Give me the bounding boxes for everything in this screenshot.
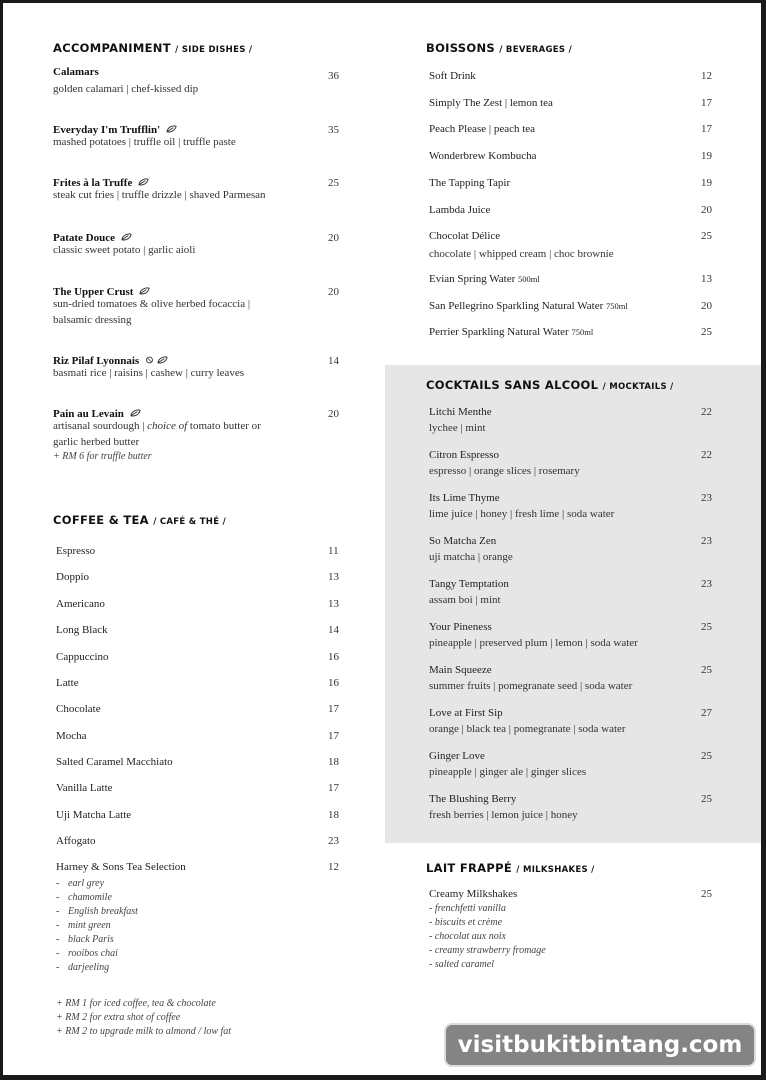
menu-item-desc: uji matcha | orange [429,551,513,563]
flavour-item: - chocolat aux noix [429,931,506,942]
menu-item-desc-line2: balsamic dressing [53,314,132,326]
flavour-item: - creamy strawberry fromage [429,945,546,956]
menu-item-name: Wonderbrew Kombucha [429,150,537,162]
menu-item-price: 13 [328,598,339,610]
menu-item-price: 22 [701,449,712,461]
menu-item-name: Doppio [56,571,89,583]
menu-item-desc: fresh berries | lemon juice | honey [429,809,578,821]
leaf-icon [130,409,141,417]
menu-item-price: 17 [328,782,339,794]
milkshake-flavours [429,902,546,972]
menu-item-price: 20 [701,300,712,312]
menu-item-price: 25 [701,621,712,633]
menu-item-price: 22 [701,406,712,418]
section-subtitle: / MILKSHAKES / [516,865,595,875]
menu-item-name: The Tapping Tapir [429,177,511,189]
menu-item-name: Americano [56,598,105,610]
menu-item-note: + RM 6 for truffle butter [53,451,152,462]
menu-item-desc: pineapple | ginger ale | ginger slices [429,766,587,778]
menu-item-name: Affogato [56,835,96,847]
coffee-note: + RM 2 to upgrade milk to almond / low fat [56,1026,232,1037]
menu-item-price: 14 [328,624,339,636]
item-name-text: San Pellegrino Sparkling Natural Water [429,300,604,312]
coffee-notes [56,997,231,1039]
flavour-item: - salted caramel [429,959,494,970]
tea-item: - mint green [56,919,138,933]
menu-item-desc: classic sweet potato | garlic aioli [53,244,196,256]
menu-item-price: 25 [701,750,712,762]
menu-item-price: 13 [701,273,712,285]
menu-item-name: Main Squeeze [429,664,492,676]
leaf-icon [138,178,149,186]
menu-item-price: 19 [701,150,712,162]
desc-italic-part: choice of [147,420,188,432]
menu-item-name: Salted Caramel Macchiato [56,756,173,768]
menu-item-price: 35 [328,124,339,136]
menu-item-desc-line2: garlic herbed butter [53,436,140,448]
menu-item-name: Its Lime Thyme [429,492,500,504]
volume-label: 750ml [571,327,594,337]
section-subtitle: / CAFÉ & THÉ / [153,517,226,527]
menu-item-name: Riz Pilaf Lyonnais [53,355,140,367]
menu-item-price: 25 [701,326,712,338]
menu-item-desc: lychee | mint [429,422,486,434]
coffee-note: + RM 2 for extra shot of coffee [56,1012,181,1023]
menu-item-desc [53,418,261,434]
menu-item-name: Espresso [56,545,96,557]
menu-item-price: 25 [701,888,712,900]
menu-item-name [429,326,593,338]
accompaniment-title [53,41,252,55]
menu-item-price: 16 [328,677,339,689]
menu-item-name: Uji Matcha Latte [56,809,132,821]
menu-item-name: Latte [56,677,79,689]
flavour-item: - frenchfetti vanilla [429,903,506,914]
volume-label: 500ml [518,274,540,284]
menu-item-desc: mashed potatoes | truffle oil | truffle paste [53,136,236,148]
tea-item: - black Paris [56,933,138,947]
menu-item-price: 23 [328,835,339,847]
section-subtitle: / BEVERAGES / [499,45,572,55]
tea-selection-list [56,877,138,975]
menu-item-name: Litchi Menthe [429,406,492,418]
menu-item-name: Your Pineness [429,621,492,633]
section-subtitle: / MOCKTAILS / [602,382,674,392]
menu-item-price: 20 [328,232,339,244]
coffee-tea-title [53,513,226,527]
menu-item-name: Long Black [56,624,108,636]
desc-part: tomato butter or [187,420,261,432]
menu-item-name [429,300,628,312]
menu-item-price: 17 [701,97,712,109]
menu-item-name: Chocolate [56,703,101,715]
section-title-text: BOISSONS [426,41,495,55]
coffee-note: + RM 1 for iced coffee, tea & chocolate [56,998,216,1009]
cocktails-title [426,378,674,392]
watermark-text: visitbukitbintang.com [457,1032,743,1058]
section-subtitle: / SIDE DISHES / [175,45,253,55]
volume-label: 750ml [606,301,628,311]
menu-item-name: Everyday I'm Trufflin' [53,124,161,136]
section-title-text: COCKTAILS SANS ALCOOL [426,378,599,392]
desc-part: artisanal sourdough | [53,420,148,432]
menu-item-name: The Blushing Berry [429,793,517,805]
leaf-icon [121,233,132,241]
menu-item-desc: orange | black tea | pomegranate | soda water [429,723,626,735]
menu-item-name: Vanilla Latte [56,782,113,794]
menu-item-name: Mocha [56,730,87,742]
menu-item-name: Harney & Sons Tea Selection [56,861,186,873]
menu-item-name: Frites à la Truffe [53,177,133,189]
tea-item: - chamomile [56,891,138,905]
menu-item-desc: lime juice | honey | fresh lime | soda water [429,508,615,520]
menu-item-price: 23 [701,578,712,590]
flavour-item: - biscuits et crème [429,917,503,928]
menu-item-price: 19 [701,177,712,189]
menu-item-price: 25 [701,230,712,242]
menu-item-desc: chocolate | whipped cream | choc brownie [429,248,614,260]
menu-item-name [429,273,540,285]
tea-item: - rooibos chai [56,947,138,961]
menu-item-name: Citron Espresso [429,449,499,461]
menu-item-name: Lambda Juice [429,204,491,216]
item-name-text: Perrier Sparkling Natural Water [429,326,569,338]
menu-item-desc: pineapple | preserved plum | lemon | soda water [429,637,638,649]
menu-page [3,3,761,1075]
menu-item-price: 12 [701,70,712,82]
menu-item-desc: steak cut fries | truffle drizzle | shaved Parmesan [53,189,266,201]
menu-item-price: 36 [328,70,339,82]
menu-item-name: Tangy Temptation [429,578,509,590]
menu-item-price: 17 [701,123,712,135]
tea-item: - English breakfast [56,905,138,919]
menu-item-name: Peach Please | peach tea [429,123,536,135]
menu-item-price: 17 [328,703,339,715]
menu-item-price: 20 [328,408,339,420]
menu-item-price: 25 [328,177,339,189]
menu-item-name: The Upper Crust [53,286,134,298]
menu-item-price: 18 [328,809,339,821]
menu-item-price: 23 [701,535,712,547]
menu-item-name: Simply The Zest | lemon tea [429,97,553,109]
menu-item-price: 18 [328,756,339,768]
tea-item: - darjeeling [56,961,138,975]
section-title-text: ACCOMPANIMENT [53,41,171,55]
section-title-text: COFFEE & TEA [53,513,149,527]
item-name-text: Evian Spring Water [429,273,516,285]
menu-item-price: 17 [328,730,339,742]
leaf-icon [139,287,150,295]
menu-item-name: So Matcha Zen [429,535,497,547]
menu-item-price: 25 [701,793,712,805]
milkshakes-title [426,861,595,875]
menu-item-name: Patate Douce [53,232,116,244]
menu-item-name: Chocolat Délice [429,230,501,242]
menu-item-price: 23 [701,492,712,504]
menu-item-price: 20 [328,286,339,298]
menu-item-desc: assam boi | mint [429,594,501,606]
tea-item: - earl grey [56,877,138,891]
leaf-icon [157,356,168,364]
menu-item-price: 11 [328,545,339,557]
watermark-badge [444,1023,756,1067]
menu-item-price: 20 [701,204,712,216]
menu-item-name: Pain au Levain [53,408,124,420]
menu-item-price: 16 [328,651,339,663]
menu-item-name: Ginger Love [429,750,485,762]
menu-item-price: 25 [701,664,712,676]
menu-item-name: Soft Drink [429,70,476,82]
menu-item-price: 14 [328,355,339,367]
menu-item-desc: basmati rice | raisins | cashew | curry leaves [53,367,245,379]
menu-item-desc: summer fruits | pomegranate seed | soda water [429,680,633,692]
menu-item-name: Love at First Sip [429,707,503,719]
boissons-title [426,41,572,55]
menu-item-name: Calamars [53,66,99,78]
nut-icon [145,356,154,364]
section-title-text: LAIT FRAPPÉ [426,861,512,875]
menu-item-name: Cappuccino [56,651,109,663]
menu-item-price: 13 [328,571,339,583]
menu-item-desc: sun-dried tomatoes & olive herbed focaccia | [53,298,251,310]
menu-item-price: 12 [328,861,339,873]
menu-item-name: Creamy Milkshakes [429,888,518,900]
leaf-icon [166,125,177,133]
menu-item-desc: golden calamari | chef-kissed dip [53,83,199,95]
menu-item-price: 27 [701,707,712,719]
menu-item-desc: espresso | orange slices | rosemary [429,465,580,477]
